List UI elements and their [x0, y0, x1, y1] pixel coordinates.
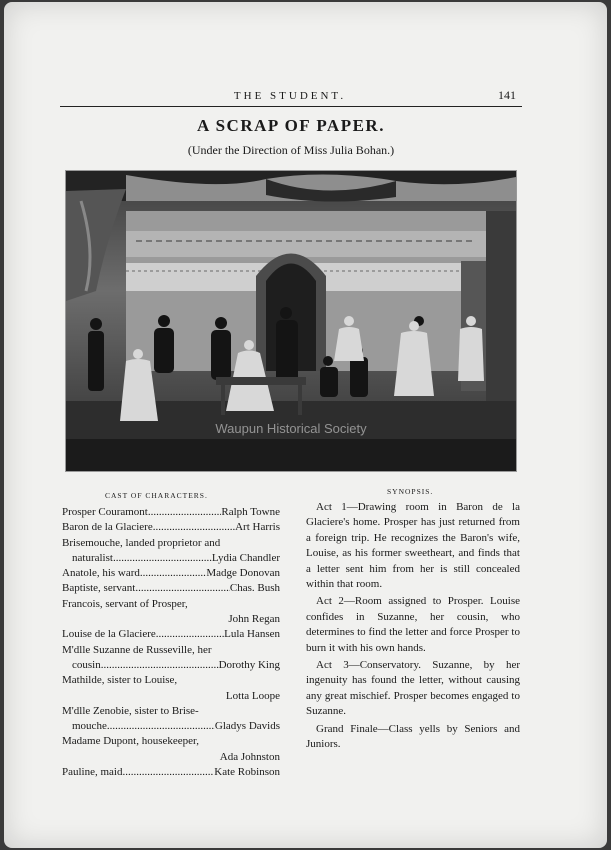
magazine-page: [4, 2, 607, 848]
cast-actor: John Regan: [228, 613, 280, 626]
cast-actor: Ada Johnston: [219, 750, 280, 763]
cast-actor: Lydia Chandler: [211, 551, 280, 564]
cast-role: cousin: [72, 658, 101, 671]
cast-entry: [62, 566, 280, 581]
cast-actor: Kate Robinson: [214, 766, 280, 779]
cast-entry: [62, 765, 280, 780]
cast-role: Louise de la Glaciere: [62, 628, 156, 641]
cast-role: Pauline, maid: [62, 766, 123, 779]
page-number: 141: [498, 88, 516, 102]
cast-role: Francois, servant of Prosper,: [62, 597, 188, 610]
header-rule: [60, 106, 522, 107]
article-subtitle: (Under the Direction of Miss Julia Bohan.): [187, 143, 395, 157]
cast-actor: Art Harris: [235, 521, 280, 534]
cast-role: M'dlle Suzanne de Russeville, her: [62, 643, 212, 656]
synopsis-paragraph: Act 3—Conservatory. Suzanne, by her ingenuity has found the letter, without causing any great mischief. Prosper becomes engaged to Suzanne.: [306, 659, 520, 718]
running-head: THE STUDENT.: [233, 90, 347, 102]
cast-entry: [62, 551, 280, 566]
cast-heading: CAST OF CHARACTERS.: [105, 491, 208, 500]
cast-role: M'dlle Zenobie, sister to Brise-: [62, 704, 199, 717]
photo-watermark: Waupun Historical Society: [215, 421, 367, 436]
cast-actor: Chas. Bush: [229, 582, 280, 595]
cast-role: Baron de la Glaciere: [62, 521, 153, 534]
cast-entry: [62, 581, 280, 596]
cast-actor: Gladys Davids: [214, 720, 280, 733]
cast-role: Anatole, his ward: [62, 567, 140, 580]
synopsis-text: [306, 500, 520, 755]
cast-actor: Lotta Loope: [225, 689, 280, 702]
synopsis-paragraph: Grand Finale—Class yells by Seniors and Juniors.: [306, 722, 520, 751]
synopsis-heading: SYNOPSIS.: [387, 487, 434, 496]
article-title: A SCRAP OF PAPER.: [197, 116, 385, 135]
cast-role: mouche: [72, 720, 107, 733]
cast-role: Brisemouche, landed proprietor and: [62, 536, 221, 549]
cast-actor: Ralph Towne: [221, 506, 280, 518]
cast-actor: Dorothy King: [218, 658, 280, 671]
cast-entry: [62, 658, 280, 673]
synopsis-paragraph: Act 2—Room assigned to Prosper. Louise confides in Suzanne, her cousin, who determines to find the letter and force Prosper to burn it with his own hands.: [306, 595, 520, 654]
cast-entry: [62, 719, 280, 734]
cast-role: Prosper Couramont: [62, 506, 148, 518]
cast-actor: Madge Donovan: [206, 567, 280, 580]
cast-list: [62, 505, 280, 780]
cast-role: Baptiste, servant: [62, 582, 136, 595]
cast-entry: [62, 627, 280, 642]
synopsis-paragraph: Act 1—Drawing room in Baron de la Glaciere's home. Prosper has just returned from a foreign trip. He recognizes the Baron's wife, Louise, as his former sweetheart, and finds that a letter sent him from her is still concealed within that room.: [306, 501, 520, 591]
cast-role: Mathilde, sister to Louise,: [62, 674, 178, 687]
cast-entry: [62, 505, 280, 520]
stage-photograph: [65, 170, 517, 472]
cast-role: naturalist: [72, 551, 113, 564]
cast-entry: [62, 520, 280, 535]
cast-actor: Lula Hansen: [224, 628, 280, 641]
cast-role: Madame Dupont, housekeeper,: [62, 735, 200, 748]
